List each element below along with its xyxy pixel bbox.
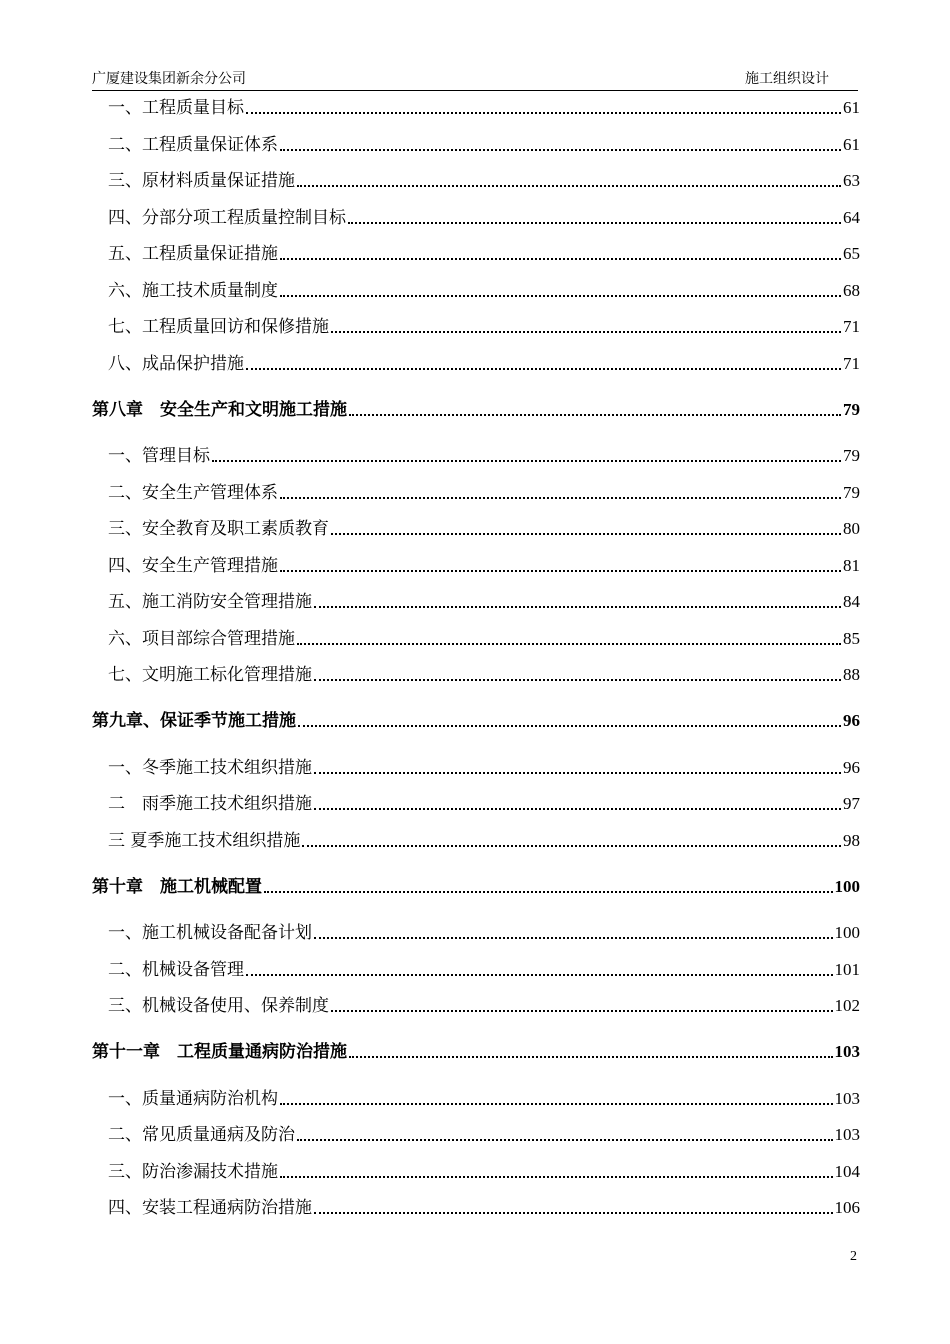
toc-item-page: 98 — [843, 831, 860, 850]
toc-item[interactable] — [108, 242, 860, 266]
toc-item-title: 一、施工机械设备配备计划 — [108, 923, 312, 943]
toc-leader-dots — [280, 1103, 833, 1105]
toc-item-page: 101 — [834, 960, 860, 979]
toc-item-title: 一、管理目标 — [108, 446, 210, 466]
toc-leader-dots — [212, 460, 841, 462]
toc-item-title: 三 夏季施工技术组织措施 — [108, 831, 301, 851]
toc-item[interactable] — [108, 481, 860, 505]
toc-item-title: 四、分部分项工程质量控制目标 — [108, 208, 346, 228]
toc-item[interactable] — [108, 756, 860, 780]
toc-item-page: 100 — [834, 923, 860, 942]
toc-item-page: 79 — [843, 446, 860, 465]
toc-leader-dots — [280, 295, 841, 297]
toc-chapter[interactable] — [92, 875, 860, 899]
toc-item-title: 一、质量通病防治机构 — [108, 1089, 278, 1109]
toc-item[interactable] — [108, 1123, 860, 1147]
toc-leader-dots — [331, 1010, 833, 1012]
toc-leader-dots — [280, 149, 841, 151]
toc-item-title: 六、施工技术质量制度 — [108, 281, 278, 301]
toc-item-page: 88 — [843, 665, 860, 684]
toc-item-title: 一、工程质量目标 — [108, 98, 244, 118]
toc-leader-dots — [280, 570, 841, 572]
toc-item[interactable] — [108, 1160, 860, 1184]
toc-item-title: 七、工程质量回访和保修措施 — [108, 317, 329, 337]
toc-item-page: 104 — [834, 1162, 860, 1181]
toc-item-title: 五、工程质量保证措施 — [108, 244, 278, 264]
toc-item[interactable] — [108, 792, 860, 816]
toc-item-page: 103 — [834, 1042, 860, 1061]
toc-leader-dots — [246, 974, 833, 976]
toc-item-title: 二、安全生产管理体系 — [108, 483, 278, 503]
toc-chapter[interactable] — [92, 398, 860, 422]
toc-item-title: 二、机械设备管理 — [108, 960, 244, 980]
toc-item-title: 三、防治渗漏技术措施 — [108, 1162, 278, 1182]
toc-item-page: 96 — [843, 711, 860, 730]
toc-item-page: 106 — [834, 1198, 860, 1217]
toc-leader-dots — [246, 112, 841, 114]
toc-item[interactable] — [108, 958, 860, 982]
toc-item[interactable] — [108, 279, 860, 303]
header-company: 广厦建设集团新余分公司 — [92, 71, 246, 87]
toc-item-title: 第八章 安全生产和文明施工措施 — [92, 400, 347, 420]
toc-leader-dots — [348, 222, 841, 224]
toc-item-title: 第十章 施工机械配置 — [92, 877, 262, 897]
toc-item-title: 第九章、保证季节施工措施 — [92, 711, 296, 731]
toc-leader-dots — [314, 1212, 833, 1214]
toc-item[interactable] — [108, 517, 860, 541]
toc-item-page: 80 — [843, 519, 860, 538]
toc-item-page: 61 — [843, 135, 860, 154]
toc-item-title: 三、机械设备使用、保养制度 — [108, 996, 329, 1016]
toc-item-page: 68 — [843, 281, 860, 300]
toc-item-title: 四、安装工程通病防治措施 — [108, 1198, 312, 1218]
toc-leader-dots — [280, 258, 841, 260]
toc-item-title: 五、施工消防安全管理措施 — [108, 592, 312, 612]
page-number: 2 — [850, 1249, 857, 1264]
toc-item-page: 79 — [843, 483, 860, 502]
toc-item-title: 一、冬季施工技术组织措施 — [108, 758, 312, 778]
toc-item-title: 四、安全生产管理措施 — [108, 556, 278, 576]
toc-item-page: 96 — [843, 758, 860, 777]
toc-chapter[interactable] — [92, 709, 860, 733]
toc-item-title: 二、常见质量通病及防治 — [108, 1125, 295, 1145]
toc-leader-dots — [297, 185, 841, 187]
toc-item-title: 第十一章 工程质量通病防治措施 — [92, 1042, 347, 1062]
toc-leader-dots — [331, 331, 841, 333]
toc-item-page: 103 — [834, 1089, 860, 1108]
toc-item-page: 63 — [843, 171, 860, 190]
toc-item-page: 102 — [834, 996, 860, 1015]
toc-item[interactable] — [108, 315, 860, 339]
toc-item-title: 八、成品保护措施 — [108, 354, 244, 374]
toc-item-page: 97 — [843, 794, 860, 813]
toc-leader-dots — [314, 808, 841, 810]
header-rule — [92, 90, 858, 91]
toc-item[interactable] — [108, 829, 860, 853]
toc-item-title: 二 雨季施工技术组织措施 — [108, 794, 312, 814]
toc-leader-dots — [297, 643, 841, 645]
toc-item-page: 61 — [843, 98, 860, 117]
toc-leader-dots — [314, 772, 841, 774]
toc-item-page: 100 — [834, 877, 860, 896]
toc-leader-dots — [314, 937, 833, 939]
toc-item-page: 64 — [843, 208, 860, 227]
toc-leader-dots — [331, 533, 841, 535]
toc-item[interactable] — [108, 1087, 860, 1111]
toc-item[interactable] — [108, 627, 860, 651]
toc-item-title: 二、工程质量保证体系 — [108, 135, 278, 155]
toc-chapter[interactable] — [92, 1040, 860, 1064]
header-doc-title: 施工组织设计 — [745, 71, 829, 87]
toc-item[interactable] — [108, 921, 860, 945]
toc-item-page: 84 — [843, 592, 860, 611]
toc-item-page: 71 — [843, 317, 860, 336]
toc-item[interactable] — [108, 554, 860, 578]
toc-leader-dots — [314, 679, 841, 681]
toc-item[interactable] — [108, 96, 860, 120]
toc-leader-dots — [349, 414, 841, 416]
toc-item-title: 三、原材料质量保证措施 — [108, 171, 295, 191]
toc-item[interactable] — [108, 994, 860, 1018]
toc-item[interactable] — [108, 206, 860, 230]
toc-item-page: 103 — [834, 1125, 860, 1144]
toc-leader-dots — [264, 891, 833, 893]
toc-item[interactable] — [108, 169, 860, 193]
toc-item[interactable] — [108, 133, 860, 157]
toc-leader-dots — [246, 368, 841, 370]
toc-item-page: 81 — [843, 556, 860, 575]
toc-item[interactable] — [108, 1196, 860, 1220]
toc-item[interactable] — [108, 663, 860, 687]
toc-item-page: 71 — [843, 354, 860, 373]
toc-leader-dots — [280, 1176, 833, 1178]
toc-item-page: 79 — [843, 400, 860, 419]
toc-leader-dots — [302, 845, 841, 847]
toc-leader-dots — [280, 497, 841, 499]
toc-leader-dots — [297, 1139, 833, 1141]
toc-leader-dots — [298, 725, 841, 727]
toc-item-title: 七、文明施工标化管理措施 — [108, 665, 312, 685]
toc-item-title: 三、安全教育及职工素质教育 — [108, 519, 329, 539]
toc-item-page: 65 — [843, 244, 860, 263]
toc-leader-dots — [349, 1056, 833, 1058]
toc-item[interactable] — [108, 444, 860, 468]
toc-item[interactable] — [108, 590, 860, 614]
toc-item-title: 六、项目部综合管理措施 — [108, 629, 295, 649]
toc-item[interactable] — [108, 352, 860, 376]
toc-leader-dots — [314, 606, 841, 608]
toc-item-page: 85 — [843, 629, 860, 648]
